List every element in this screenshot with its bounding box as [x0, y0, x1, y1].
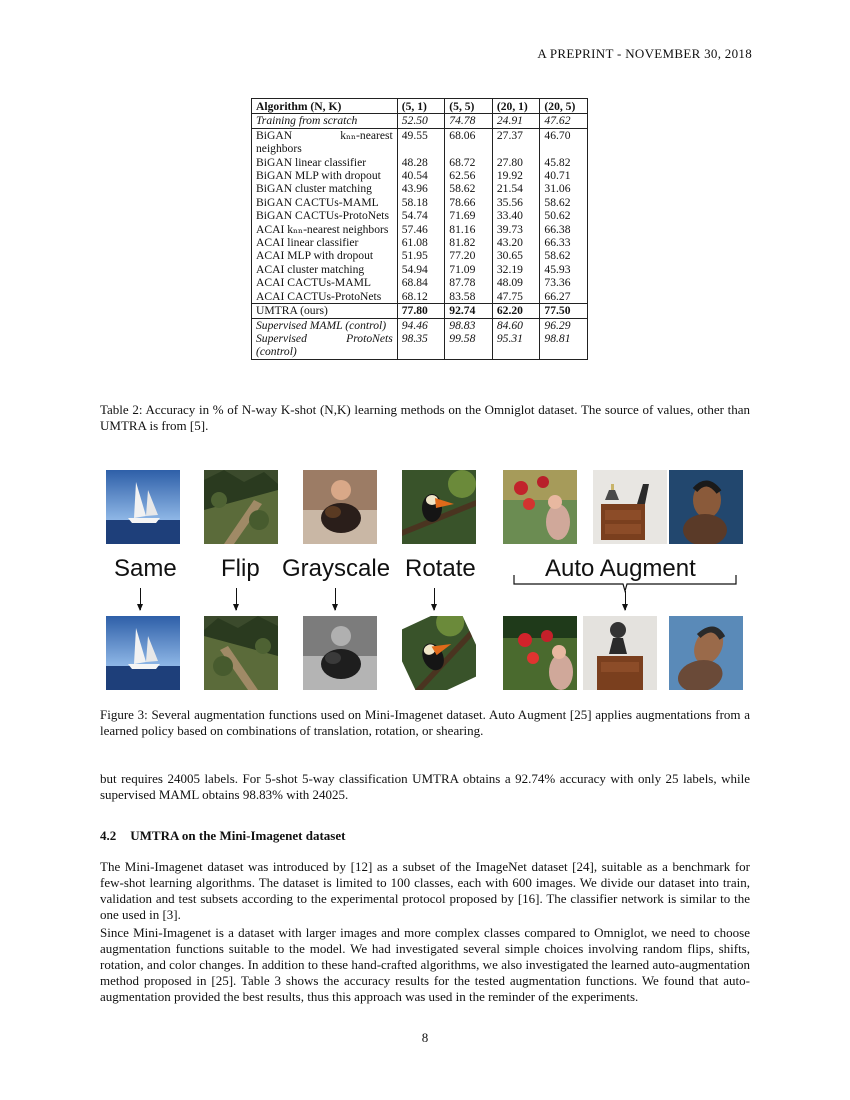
value-cell: 47.75: [492, 290, 540, 304]
value-cell: 66.27: [540, 290, 588, 304]
table-row: [252, 114, 588, 128]
page-number: 8: [421, 1030, 429, 1045]
value-cell: 98.83: [445, 318, 493, 332]
value-cell: 21.54: [492, 182, 540, 195]
forest-image: [204, 470, 278, 544]
value-cell: 98.35: [397, 332, 445, 359]
paragraph-continuation: but requires 24005 labels. For 5-shot 5-way classification UMTRA obtains a 92.74% accuracy with only 25 labels, while supervised MAML obtains 98.83% with 24025.: [100, 771, 750, 802]
algorithm-cell: Supervised MAML (control): [252, 318, 398, 332]
value-cell: 66.33: [540, 236, 588, 249]
label-grayscale: Grayscale: [282, 555, 391, 582]
value-cell: 68.84: [397, 276, 445, 289]
sailboat-image: [106, 470, 180, 544]
forest-flipped-image: [204, 616, 278, 690]
value-cell: 39.73: [492, 223, 540, 236]
algorithm-cell: ACAI cluster matching: [252, 263, 398, 276]
table-header-cell: (20, 1): [492, 99, 540, 114]
arrow-grayscale: [335, 588, 336, 610]
section-heading: [100, 828, 359, 844]
table-header-row: [252, 99, 588, 114]
value-cell: 58.62: [445, 182, 493, 195]
value-cell: 77.50: [540, 304, 588, 318]
section-title: UMTRA on the Mini-Imagenet dataset: [130, 828, 346, 843]
person-dog-grayscale-image: [303, 616, 377, 690]
algorithm-cell: UMTRA (ours): [252, 304, 398, 318]
value-cell: 96.29: [540, 318, 588, 332]
value-cell: 48.09: [492, 276, 540, 289]
table-row: [252, 332, 588, 359]
value-cell: 46.70: [540, 128, 588, 155]
value-cell: 32.19: [492, 263, 540, 276]
table-row: [252, 276, 588, 289]
value-cell: 94.46: [397, 318, 445, 332]
arrow-auto-augment: [625, 591, 626, 610]
arrow-flip: [236, 588, 237, 610]
value-cell: 47.62: [540, 114, 588, 128]
algorithm-cell: ACAI CACTUs-MAML: [252, 276, 398, 289]
value-cell: 73.36: [540, 276, 588, 289]
value-cell: 62.20: [492, 304, 540, 318]
value-cell: 43.96: [397, 182, 445, 195]
table-row: [252, 249, 588, 262]
arrow-same: [140, 588, 141, 610]
table-header-cell: Algorithm (N, K): [252, 99, 398, 114]
algorithm-cell: Training from scratch: [252, 114, 398, 128]
value-cell: 52.50: [397, 114, 445, 128]
value-cell: 74.78: [445, 114, 493, 128]
value-cell: 81.82: [445, 236, 493, 249]
value-cell: 48.28: [397, 156, 445, 169]
value-cell: 61.08: [397, 236, 445, 249]
value-cell: 40.71: [540, 169, 588, 182]
value-cell: 77.80: [397, 304, 445, 318]
value-cell: 84.60: [492, 318, 540, 332]
value-cell: 68.06: [445, 128, 493, 155]
flowers-augmented-image: [503, 616, 577, 690]
figure-caption: Figure 3: Several augmentation functions used on Mini-Imagenet dataset. Auto Augment [25] applies augmentations from a learned policy based on combinations of translation, rotation, or shearing.: [100, 707, 750, 738]
value-cell: 24.91: [492, 114, 540, 128]
paragraph-augmentation: Since Mini-Imagenet is a dataset with larger images and more complex classes compared to Omniglot, we need to choose augmentation functions suitable to the model. We had investigated several simple choices involving random flips, shifts, rotation, and color changes. In addition to these hand-crafted algorithms, we also investigated the learned auto-augmentation method proposed in [25]. Table 3 shows the accuracy results for the tested augmentation functions. We found that auto-augmentation provided the best results, thus this approach was used in the reminder of the experiments.: [100, 925, 750, 1004]
value-cell: 98.81: [540, 332, 588, 359]
value-cell: 95.31: [492, 332, 540, 359]
algorithm-cell: ACAI MLP with dropout: [252, 249, 398, 262]
value-cell: 58.18: [397, 196, 445, 209]
table-header-cell: (5, 1): [397, 99, 445, 114]
value-cell: 45.82: [540, 156, 588, 169]
value-cell: 33.40: [492, 209, 540, 222]
algorithm-cell: ACAI linear classifier: [252, 236, 398, 249]
value-cell: 58.62: [540, 196, 588, 209]
value-cell: 35.56: [492, 196, 540, 209]
results-table: [251, 98, 588, 360]
algorithm-cell: BiGAN CACTUs-ProtoNets: [252, 209, 398, 222]
value-cell: 68.12: [397, 290, 445, 304]
table-header-cell: (5, 5): [445, 99, 493, 114]
table-row: [252, 196, 588, 209]
furniture-image: [593, 470, 667, 544]
label-auto-augment: Auto Augment: [545, 555, 696, 582]
value-cell: 62.56: [445, 169, 493, 182]
table-row: [252, 128, 588, 155]
algorithm-cell: BiGAN kₙₙ-nearest neighbors: [252, 128, 398, 155]
table-row: [252, 169, 588, 182]
augmentation-figure: [100, 470, 750, 695]
table-row: [252, 290, 588, 304]
table-row: [252, 182, 588, 195]
algorithm-cell: BiGAN MLP with dropout: [252, 169, 398, 182]
value-cell: 78.66: [445, 196, 493, 209]
section-number: 4.2: [100, 828, 117, 843]
algorithm-cell: Supervised ProtoNets (control): [252, 332, 398, 359]
running-head: A PREPRINT - NOVEMBER 30, 2018: [537, 46, 752, 61]
furniture-augmented-image: [583, 616, 657, 690]
toucan-image: [402, 470, 476, 544]
table-row: [252, 318, 588, 332]
portrait-image: [669, 470, 743, 544]
value-cell: 40.54: [397, 169, 445, 182]
value-cell: 45.93: [540, 263, 588, 276]
algorithm-cell: BiGAN CACTUs-MAML: [252, 196, 398, 209]
table-caption: Table 2: Accuracy in % of N-way K-shot (N,K) learning methods on the Omniglot dataset. The source of values, other than UMTRA is from [5].: [100, 402, 750, 433]
paragraph-mini-imagenet: The Mini-Imagenet dataset was introduced by [12] as a subset of the ImageNet dataset [24], suitable as a benchmark for few-shot learning algorithms. The dataset is limited to 100 classes, each with 600 images. We divide our dataset into train, validation and test subsets according to the experimental protocol proposed by [16]. The classifier network is similar to the one used in [3].: [100, 859, 750, 922]
portrait-augmented-image: [669, 616, 743, 690]
value-cell: 30.65: [492, 249, 540, 262]
table-row: [252, 223, 588, 236]
value-cell: 71.69: [445, 209, 493, 222]
value-cell: 68.72: [445, 156, 493, 169]
algorithm-cell: ACAI CACTUs-ProtoNets: [252, 290, 398, 304]
table-row: [252, 236, 588, 249]
label-rotate: Rotate: [405, 555, 476, 582]
value-cell: 58.62: [540, 249, 588, 262]
value-cell: 49.55: [397, 128, 445, 155]
value-cell: 87.78: [445, 276, 493, 289]
algorithm-cell: BiGAN linear classifier: [252, 156, 398, 169]
value-cell: 81.16: [445, 223, 493, 236]
value-cell: 57.46: [397, 223, 445, 236]
value-cell: 99.58: [445, 332, 493, 359]
label-same: Same: [114, 555, 177, 582]
table-row-umtra: [252, 304, 588, 318]
label-flip: Flip: [221, 555, 260, 582]
value-cell: 50.62: [540, 209, 588, 222]
value-cell: 27.80: [492, 156, 540, 169]
flowers-image: [503, 470, 577, 544]
algorithm-cell: ACAI kₙₙ-nearest neighbors: [252, 223, 398, 236]
value-cell: 51.95: [397, 249, 445, 262]
table-header-cell: (20, 5): [540, 99, 588, 114]
sailboat-same-image: [106, 616, 180, 690]
value-cell: 54.94: [397, 263, 445, 276]
value-cell: 83.58: [445, 290, 493, 304]
value-cell: 66.38: [540, 223, 588, 236]
value-cell: 43.20: [492, 236, 540, 249]
table-row: [252, 156, 588, 169]
arrow-rotate: [434, 588, 435, 610]
table-row: [252, 263, 588, 276]
value-cell: 19.92: [492, 169, 540, 182]
algorithm-cell: BiGAN cluster matching: [252, 182, 398, 195]
toucan-rotated-image: [402, 616, 476, 690]
value-cell: 27.37: [492, 128, 540, 155]
value-cell: 92.74: [445, 304, 493, 318]
table-row: [252, 209, 588, 222]
value-cell: 31.06: [540, 182, 588, 195]
person-dog-image: [303, 470, 377, 544]
value-cell: 71.09: [445, 263, 493, 276]
value-cell: 54.74: [397, 209, 445, 222]
value-cell: 77.20: [445, 249, 493, 262]
